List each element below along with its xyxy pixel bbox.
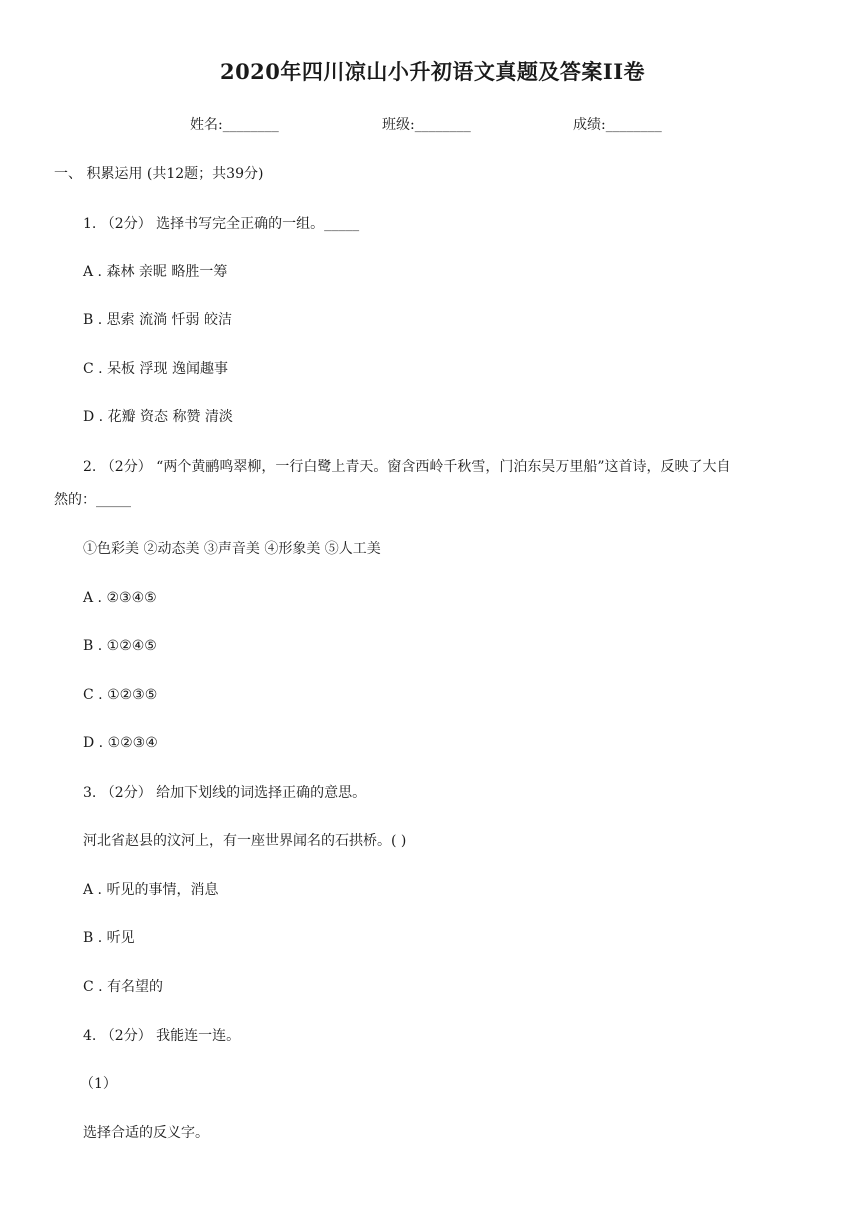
question-3-option-a[interactable]: A . 听见的事情，消息 bbox=[83, 882, 219, 898]
question-1-option-a[interactable]: A . 森林 亲昵 略胜一筹 bbox=[83, 264, 228, 280]
question-1-stem: 1. （2分） 选择书写完全正确的一组。_____ bbox=[83, 216, 360, 232]
question-4-stem: 4. （2分） 我能连一连。 bbox=[83, 1028, 241, 1044]
question-3-stem: 3. （2分） 给加下划线的词选择正确的意思。 bbox=[83, 785, 367, 801]
question-2-option-b[interactable]: B . ①②④⑤ bbox=[83, 638, 157, 654]
question-2-option-a[interactable]: A . ②③④⑤ bbox=[83, 590, 157, 606]
question-3-option-b[interactable]: B . 听见 bbox=[83, 930, 135, 946]
question-1-option-c[interactable]: C . 呆板 浮现 逸闻趣事 bbox=[83, 361, 228, 377]
question-2-stem: 2. （2分） “两个黄鹂鸣翠柳，一行白鹭上青天。窗含西岭千秋雪，门泊东吴万里船”这首诗，反映了大自 bbox=[83, 459, 731, 475]
question-1-option-b[interactable]: B . 思索 流淌 忏弱 皎洁 bbox=[83, 312, 232, 328]
class-field: 班级:________ bbox=[382, 117, 471, 133]
question-1-option-d[interactable]: D . 花瓣 资态 称赞 清淡 bbox=[83, 409, 233, 425]
question-3-sentence: 河北省赵县的汶河上，有一座世界闻名的石拱桥。( ) bbox=[83, 833, 407, 849]
question-2-stem-continued: 然的：_____ bbox=[54, 492, 131, 508]
question-4-sub-1: （1） bbox=[80, 1076, 117, 1092]
question-3-option-c[interactable]: C . 有名望的 bbox=[83, 979, 164, 995]
score-field: 成绩:________ bbox=[573, 117, 662, 133]
question-2-option-c[interactable]: C . ①②③⑤ bbox=[83, 687, 158, 703]
section-heading: 一、 积累运用 (共12题；共39分) bbox=[54, 166, 264, 182]
question-2-option-d[interactable]: D . ①②③④ bbox=[83, 735, 158, 751]
page-title: 2020年四川凉山小升初语文真题及答案II卷 bbox=[219, 59, 646, 84]
question-4-sub-1-text: 选择合适的反义字。 bbox=[83, 1125, 209, 1141]
name-field: 姓名:________ bbox=[190, 117, 279, 133]
question-2-choices-list: ①色彩美 ②动态美 ③声音美 ④形象美 ⑤人工美 bbox=[83, 541, 381, 557]
